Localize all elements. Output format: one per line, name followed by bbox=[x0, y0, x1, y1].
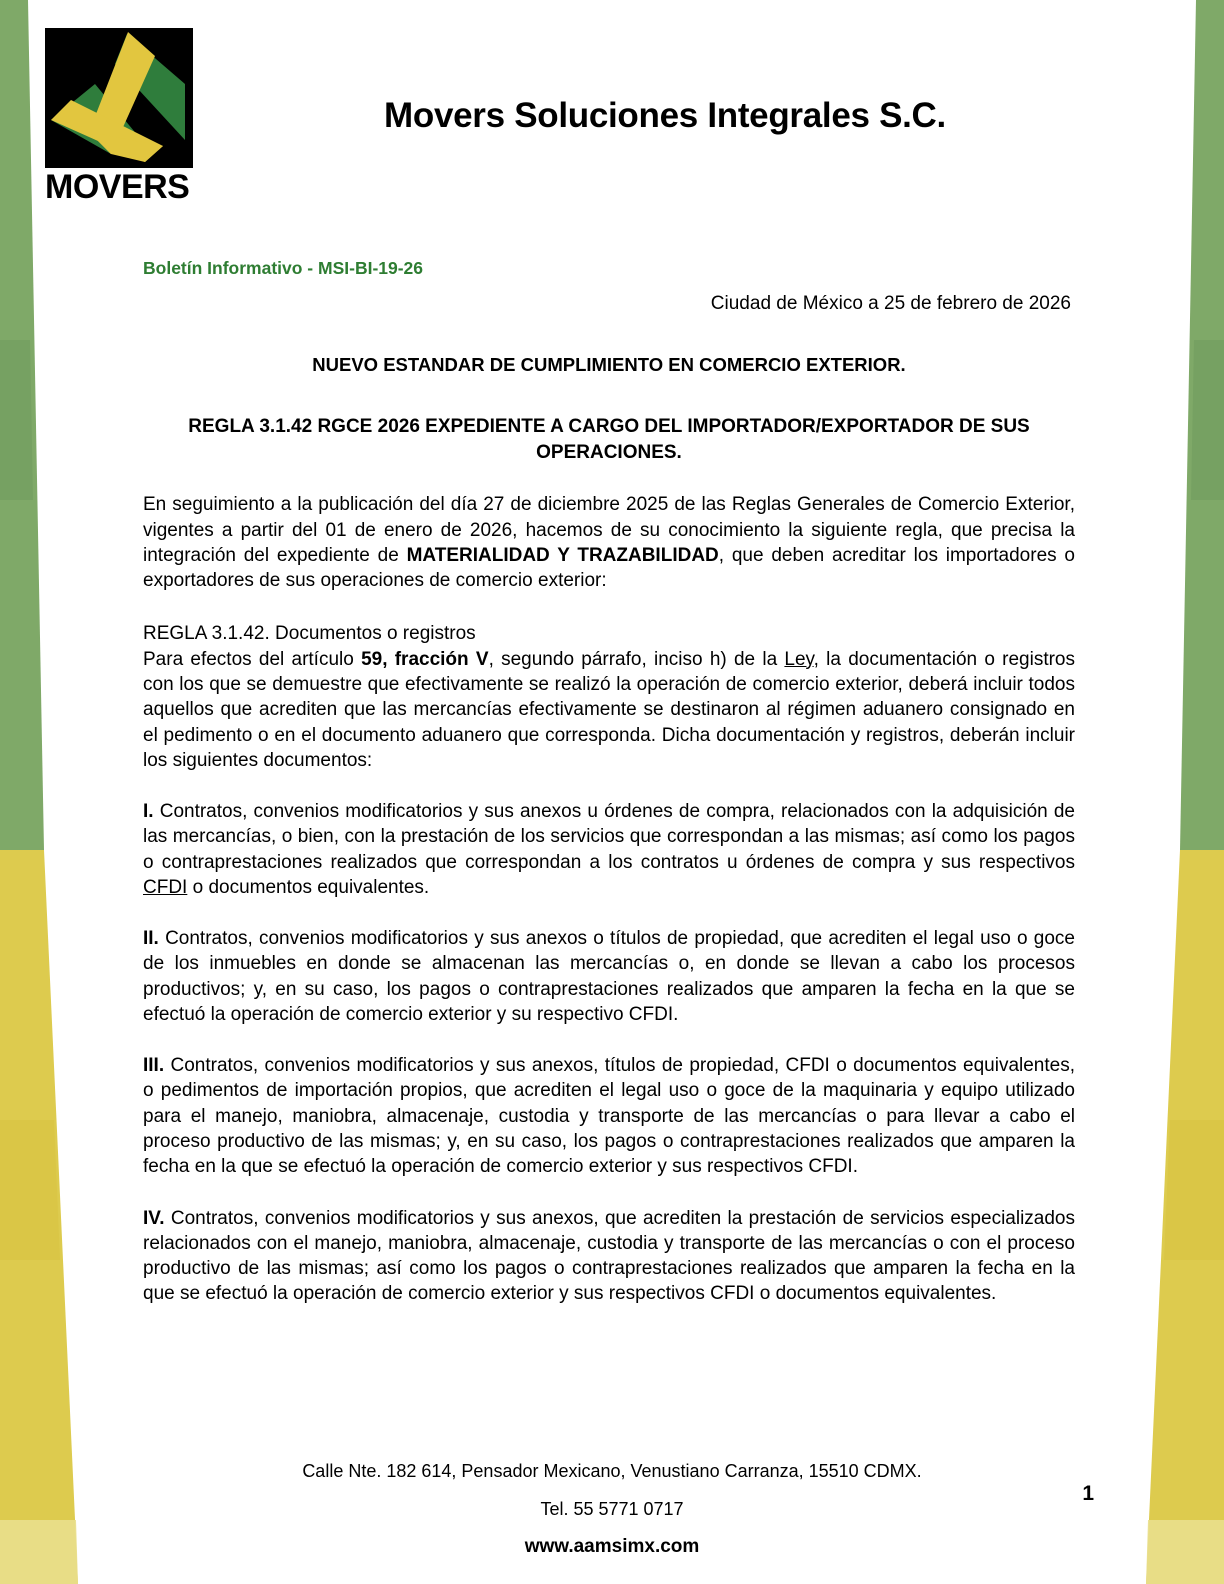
list-underline-cfdi: CFDI bbox=[143, 876, 188, 898]
page-number: 1 bbox=[1082, 1482, 1094, 1505]
document-footer bbox=[0, 1462, 1224, 1558]
footer-phone: Tel. 55 5771 0717 bbox=[540, 1499, 684, 1520]
list-item-ii bbox=[143, 926, 1075, 1027]
list-text-iv: Contratos, convenios modificatorios y sus anexos, que acrediten la prestación de servicios especializados relacionados con el manejo, maniobra, almacenaje, custodia y transporte de las mercancías o con el proceso productivo de las mismas; así como los pagos o contraprestaciones realizados que amparen la fecha en la que se efectuó la operación de comercio exterior y sus respectivos CFDI o documentos equivalentes. bbox=[143, 1207, 1075, 1305]
list-numeral-ii: II. bbox=[143, 928, 159, 950]
rule-bold-article: 59, fracción V bbox=[361, 648, 489, 670]
list-text-i-before: Contratos, convenios modificatorios y sus anexos u órdenes de compra, relacionados con la adquisición de las mercancías, o bien, con la prestación de los servicios que correspondan a las mismas; así como los pagos o contraprestaciones realizados que correspondan a los contratos u órdenes de compra y sus respectivos bbox=[143, 801, 1075, 873]
city-date: Ciudad de México a 25 de febrero de 2026 bbox=[710, 293, 1071, 314]
document-subtitle: REGLA 3.1.42 RGCE 2026 EXPEDIENTE A CARGO DEL IMPORTADOR/EXPORTADOR DE SUS OPERACIONES. bbox=[188, 415, 1030, 464]
intro-bold-term: MATERIALIDAD Y TRAZABILIDAD bbox=[406, 544, 719, 566]
company-title: Movers Soluciones Integrales S.C. bbox=[384, 96, 946, 135]
list-text-iii: Contratos, convenios modificatorios y sus anexos, títulos de propiedad, CFDI o documentos equivalentes, o pedimentos de importación propios, que acrediten el legal uso o goce de la maquinaria y equipo utilizado para el manejo, maniobra, almacenaje, custodia y transporte de las mercancías o para llevar a cabo el proceso productivo de las mismas; y, en su caso, los pagos o contraprestaciones realizados que amparen la fecha en la que se efectuó la operación de comercio exterior y sus respectivos CFDI. bbox=[143, 1055, 1075, 1178]
list-item-i bbox=[143, 799, 1075, 900]
footer-address: Calle Nte. 182 614, Pensador Mexicano, Venustiano Carranza, 15510 CDMX. bbox=[302, 1461, 922, 1482]
document-header bbox=[0, 0, 1224, 240]
rule-text-2: , segundo párrafo, inciso h) de la bbox=[488, 648, 785, 670]
list-text-i-after: o documentos equivalentes. bbox=[187, 876, 430, 898]
bulletin-id: Boletín Informativo - MSI-BI-19-26 bbox=[143, 258, 424, 278]
rule-heading: REGLA 3.1.42. Documentos o registros bbox=[143, 623, 476, 645]
rule-paragraph bbox=[143, 647, 1075, 773]
rule-underline-ley: Ley bbox=[784, 648, 814, 670]
list-numeral-iii: III. bbox=[143, 1055, 165, 1077]
list-item-iii bbox=[143, 1053, 1075, 1179]
rule-text-1: Para efectos del artículo bbox=[143, 648, 362, 670]
logo-wordmark: MOVERS bbox=[45, 168, 190, 206]
intro-text-1: En seguimiento a la publicación del día 27 de diciembre 2025 de las Reglas Generales de Comercio Exterior, vigentes a partir del 01 de enero de 2026, hacemos de su conocimiento la siguiente regla, que precisa la integración del expediente de bbox=[143, 494, 1075, 566]
intro-paragraph bbox=[143, 492, 1075, 593]
list-numeral-i: I. bbox=[143, 801, 154, 823]
document-body bbox=[143, 258, 1075, 1307]
company-logo bbox=[45, 28, 201, 210]
list-numeral-iv: IV. bbox=[143, 1207, 165, 1229]
document-title: NUEVO ESTANDAR DE CUMPLIMIENTO EN COMERCIO EXTERIOR. bbox=[312, 354, 906, 375]
list-text-ii: Contratos, convenios modificatorios y sus anexos o títulos de propiedad, que acrediten el legal uso o goce de los inmuebles en donde se almacenan las mercancías o, en donde se llevan a cabo los procesos productivos; y, en su caso, los pagos o contraprestaciones realizados que amparen la fecha en la que se efectuó la operación de comercio exterior y su respectivo CFDI. bbox=[143, 928, 1075, 1025]
rule-text-3: , la documentación o registros con los que se demuestre que efectivamente se realizó la operación de comercio exterior, deberá incluir todos aquellos que acrediten que las mercancías efectivamente se destinaron al régimen aduanero consignado en el pedimento o en el documento aduanero que corresponda. Dicha documentación y registros, deberán incluir los siguientes documentos: bbox=[143, 648, 1076, 771]
movers-logo-icon bbox=[45, 28, 193, 168]
list-item-iv bbox=[143, 1206, 1075, 1307]
intro-text-2: , que deben acreditar los importadores o exportadores de sus operaciones de comercio exterior: bbox=[143, 544, 1075, 592]
footer-website[interactable]: www.aamsimx.com bbox=[524, 1536, 700, 1557]
